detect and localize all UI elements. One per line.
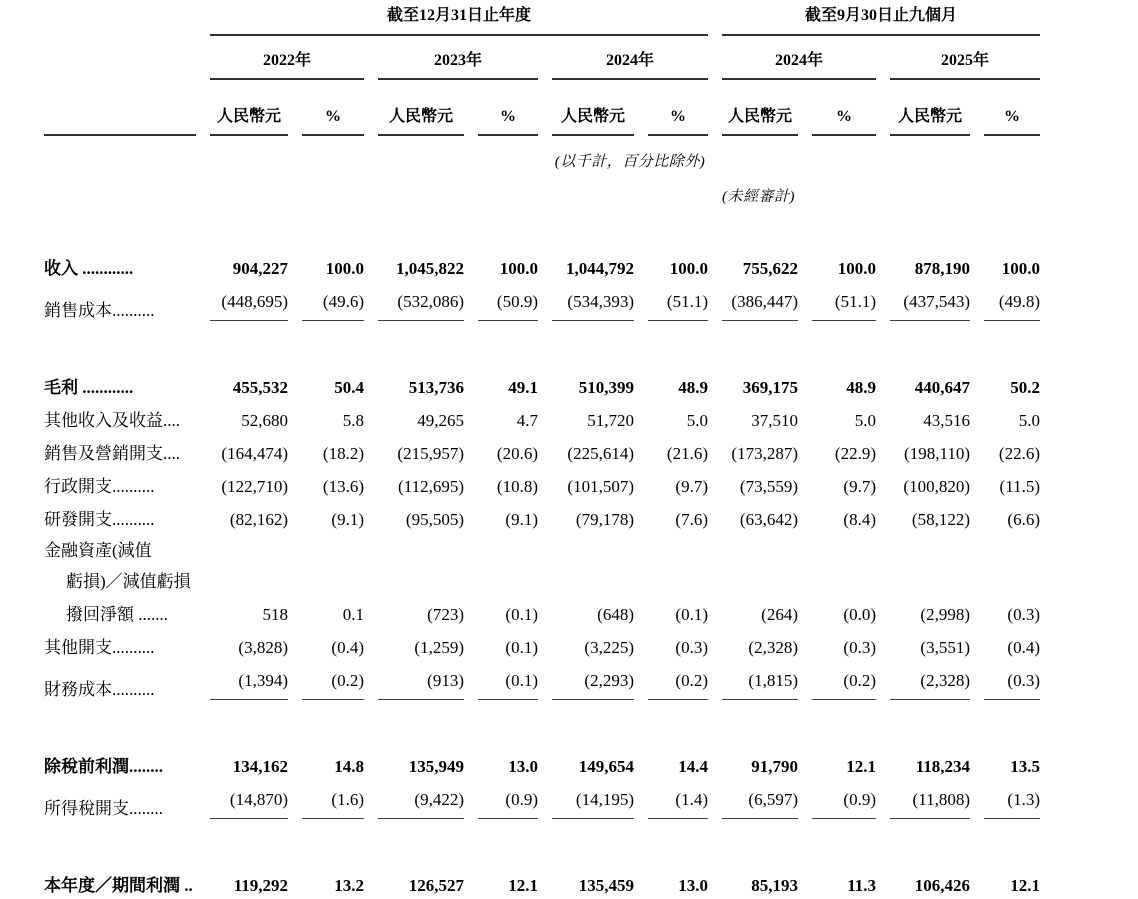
year-ended-dec31-label: 截至12月31日止年度	[210, 6, 708, 36]
profit-for-the-year-period-value-8: 106,426	[914, 875, 970, 895]
profit-before-tax-value-1: 14.8	[334, 756, 364, 776]
administrative-expenses-value-5: (9.7)	[675, 476, 708, 496]
administrative-expenses-value-0: (122,710)	[221, 476, 288, 496]
impairment-reversal-net-value-8: (2,998)	[920, 604, 970, 624]
profit-for-the-year-period-row	[44, 863, 1040, 896]
selling-and-marketing-expenses-value-1: (18.2)	[322, 443, 364, 463]
notes-body	[44, 136, 1040, 246]
impairment-label-line1-value-2	[378, 530, 464, 561]
other-income-and-gains-value-9: 5.0	[1018, 410, 1040, 430]
other-expenses-value-5: (0.3)	[675, 637, 708, 657]
year-2022-label: 2022年	[210, 51, 364, 80]
impairment-label-line1-value-3	[478, 530, 538, 561]
income-tax-expense-value-7: (0.9)	[812, 777, 876, 819]
table-body	[44, 246, 1040, 896]
gross-profit-value-3: 49.1	[508, 377, 538, 397]
administrative-expenses-value-7: (9.7)	[843, 476, 876, 496]
other-income-and-gains-value-1: 5.8	[342, 410, 364, 430]
note-spacer	[890, 171, 970, 206]
cost-of-sales-value-5: (51.1)	[648, 279, 708, 321]
impairment-label-line1-row	[44, 530, 1040, 561]
pct-header-2023: %	[478, 80, 538, 136]
cost-of-sales-value-9: (49.8)	[984, 279, 1040, 321]
impairment-label-line1-value-8	[890, 530, 970, 561]
year-2022-header	[210, 36, 364, 80]
thousands-note-row	[44, 136, 1040, 171]
income-tax-expense-value-2: (9,422)	[378, 777, 464, 819]
rmb-header-2024-9m: 人民幣元	[722, 80, 798, 136]
note-spacer	[210, 136, 288, 171]
impairment-reversal-net-value-3: (0.1)	[505, 604, 538, 624]
nine-months-ended-sep30-label: 截至9月30日止九個月	[722, 6, 1040, 36]
gross-profit-value-9: 50.2	[1010, 377, 1040, 397]
selling-and-marketing-expenses-value-6: (173,287)	[731, 443, 798, 463]
rd-expenses-value-1: (9.1)	[331, 509, 364, 529]
other-income-and-gains-value-8: 43,516	[923, 410, 970, 430]
rmb-header-2022: 人民幣元	[210, 80, 288, 136]
income-tax-expense-value-0: (14,870)	[210, 777, 288, 819]
selling-and-marketing-expenses-value-7: (22.9)	[834, 443, 876, 463]
rd-expenses-row	[44, 497, 1040, 530]
profit-for-the-year-period-value-7: 11.3	[847, 875, 876, 895]
impairment-reversal-net-value-5: (0.1)	[675, 604, 708, 624]
impairment-reversal-net-value-6: (264)	[761, 604, 798, 624]
other-expenses-value-6: (2,328)	[748, 637, 798, 657]
impairment-reversal-net-label: 撥回淨額 .......	[66, 604, 168, 624]
profit-for-the-year-period-label: 本年度／期間利潤 ..	[44, 875, 193, 895]
impairment-label-line2-row	[44, 561, 1040, 592]
impairment-label-line1-value-6	[722, 530, 798, 561]
profit-for-the-year-period-value-6: 85,193	[751, 875, 798, 895]
cost-of-sales-value-4: (534,393)	[552, 279, 634, 321]
finance-costs-value-5: (0.2)	[648, 658, 708, 700]
other-expenses-value-8: (3,551)	[920, 637, 970, 657]
gross-profit-value-4: 510,399	[578, 377, 634, 397]
financial-summary-table	[30, 4, 1054, 896]
impairment-reversal-net-value-7: (0.0)	[843, 604, 876, 624]
year-2025-header	[890, 36, 1040, 80]
other-income-and-gains-value-5: 5.0	[686, 410, 708, 430]
gross-profit-value-7: 48.9	[846, 377, 876, 397]
income-tax-expense-value-4: (14,195)	[552, 777, 634, 819]
administrative-expenses-value-2: (112,695)	[398, 476, 464, 496]
revenue-value-6: 755,622	[742, 258, 798, 278]
profit-before-tax-label: 除稅前利潤........	[44, 756, 163, 776]
other-income-and-gains-value-7: 5.0	[854, 410, 876, 430]
rd-expenses-value-7: (8.4)	[843, 509, 876, 529]
impairment-reversal-net-row	[44, 592, 1040, 625]
year-2023-header	[378, 36, 538, 80]
revenue-value-2: 1,045,822	[396, 258, 464, 278]
cost-of-sales-value-7: (51.1)	[812, 279, 876, 321]
gross-profit-row	[44, 365, 1040, 398]
pct-header-2024-9m: %	[812, 80, 876, 136]
finance-costs-label: 財務成本..........	[44, 679, 155, 699]
selling-and-marketing-expenses-value-4: (225,614)	[567, 443, 634, 463]
impairment-reversal-net-value-2: (723)	[427, 604, 464, 624]
finance-costs-value-6: (1,815)	[722, 658, 798, 700]
rmb-header-2023: 人民幣元	[378, 80, 464, 136]
note-spacer	[302, 171, 364, 206]
other-expenses-value-9: (0.4)	[1007, 637, 1040, 657]
gross-profit-value-1: 50.4	[334, 377, 364, 397]
impairment-reversal-net-value-1: 0.1	[342, 604, 364, 624]
impairment-label-line2-value-0	[210, 561, 288, 592]
unaudited-note-row	[44, 171, 1040, 206]
profit-before-tax-value-8: 118,234	[915, 756, 970, 776]
selling-and-marketing-expenses-row	[44, 431, 1040, 464]
note-spacer	[378, 136, 464, 171]
cost-of-sales-value-6: (386,447)	[722, 279, 798, 321]
spacer-cell	[44, 819, 1040, 863]
revenue-value-9: 100.0	[1001, 258, 1040, 278]
gap-2-row	[44, 700, 1040, 744]
gross-profit-value-2: 513,736	[408, 377, 464, 397]
profit-for-the-year-period-value-9: 12.1	[1010, 875, 1040, 895]
administrative-expenses-row	[44, 464, 1040, 497]
other-expenses-value-7: (0.3)	[843, 637, 876, 657]
rd-expenses-value-4: (79,178)	[575, 509, 634, 529]
administrative-expenses-label: 行政開支..........	[44, 476, 155, 496]
impairment-label-line2-value-9	[984, 561, 1040, 592]
other-income-and-gains-value-0: 52,680	[241, 410, 288, 430]
note-spacer	[812, 136, 876, 171]
profit-before-tax-value-5: 14.4	[678, 756, 708, 776]
cost-of-sales-label: 銷售成本..........	[44, 300, 155, 320]
other-expenses-value-1: (0.4)	[331, 637, 364, 657]
revenue-value-3: 100.0	[499, 258, 538, 278]
revenue-value-1: 100.0	[325, 258, 364, 278]
impairment-reversal-net-value-9: (0.3)	[1007, 604, 1040, 624]
year-ended-dec31-group-header	[210, 4, 708, 36]
other-expenses-value-3: (0.1)	[505, 637, 538, 657]
selling-and-marketing-expenses-value-3: (20.6)	[496, 443, 538, 463]
note-spacer	[210, 171, 288, 206]
header-spacer	[44, 36, 196, 80]
other-expenses-value-0: (3,828)	[238, 637, 288, 657]
note-spacer	[722, 136, 798, 171]
other-expenses-value-2: (1,259)	[414, 637, 464, 657]
selling-and-marketing-expenses-value-5: (21.6)	[666, 443, 708, 463]
administrative-expenses-value-9: (11.5)	[999, 476, 1040, 496]
profit-before-tax-value-7: 12.1	[846, 756, 876, 776]
impairment-label-line2-value-8	[890, 561, 970, 592]
nine-months-ended-sep30-group-header	[722, 4, 1040, 36]
other-expenses-label: 其他開支..........	[44, 637, 155, 657]
note-spacer	[44, 171, 196, 206]
finance-costs-row	[44, 658, 1040, 700]
administrative-expenses-value-4: (101,507)	[567, 476, 634, 496]
year-2024-9m-label: 2024年	[722, 51, 876, 80]
year-2024-label: 2024年	[552, 51, 708, 80]
rd-expenses-value-0: (82,162)	[229, 509, 288, 529]
note-spacer	[478, 171, 538, 206]
finance-costs-value-1: (0.2)	[302, 658, 364, 700]
other-income-and-gains-value-4: 51,720	[587, 410, 634, 430]
other-income-and-gains-row	[44, 398, 1040, 431]
rmb-header-2025: 人民幣元	[890, 80, 970, 136]
profit-before-tax-value-0: 134,162	[232, 756, 288, 776]
profit-before-tax-value-6: 91,790	[751, 756, 798, 776]
impairment-label-line1-value-4	[552, 530, 634, 561]
income-tax-expense-label: 所得稅開支........	[44, 798, 163, 818]
period-group-header-row	[44, 4, 1040, 36]
unaudited-note: (未經審計)	[722, 189, 795, 205]
revenue-value-8: 878,190	[914, 258, 970, 278]
gross-profit-label: 毛利 ............	[44, 377, 134, 397]
note-spacer	[552, 171, 634, 206]
finance-costs-value-3: (0.1)	[478, 658, 538, 700]
impairment-label-line1-value-1	[302, 530, 364, 561]
profit-before-tax-value-2: 135,949	[408, 756, 464, 776]
profit-for-the-year-period-value-0: 119,292	[233, 875, 288, 895]
note-spacer	[44, 136, 196, 171]
income-tax-expense-value-9: (1.3)	[984, 777, 1040, 819]
impairment-label-line2-value-2	[378, 561, 464, 592]
rmb-header-2024: 人民幣元	[552, 80, 634, 136]
profit-before-tax-row	[44, 744, 1040, 777]
revenue-value-4: 1,044,792	[566, 258, 634, 278]
year-header-row	[44, 36, 1040, 80]
other-income-and-gains-label: 其他收入及收益....	[44, 410, 180, 430]
cost-of-sales-value-8: (437,543)	[890, 279, 970, 321]
impairment-label-line1-label: 金融資產(減值	[44, 540, 152, 560]
pct-header-2025: %	[984, 80, 1040, 136]
pct-header-2024: %	[648, 80, 708, 136]
note-spacer	[478, 136, 538, 171]
profit-for-the-year-period-value-2: 126,527	[408, 875, 464, 895]
gross-profit-value-5: 48.9	[678, 377, 708, 397]
impairment-label-line2-value-3	[478, 561, 538, 592]
gap-cell	[44, 206, 1040, 246]
other-income-and-gains-value-6: 37,510	[751, 410, 798, 430]
header-body-gap	[44, 206, 1040, 246]
administrative-expenses-value-8: (100,820)	[903, 476, 970, 496]
administrative-expenses-value-3: (10.8)	[496, 476, 538, 496]
cost-of-sales-value-2: (532,086)	[378, 279, 464, 321]
rd-expenses-value-5: (7.6)	[675, 509, 708, 529]
revenue-value-0: 904,227	[232, 258, 288, 278]
finance-costs-value-4: (2,293)	[552, 658, 634, 700]
finance-costs-value-9: (0.3)	[984, 658, 1040, 700]
gross-profit-value-8: 440,647	[914, 377, 970, 397]
rd-expenses-value-6: (63,642)	[739, 509, 798, 529]
profit-before-tax-value-4: 149,654	[578, 756, 634, 776]
note-spacer	[890, 136, 970, 171]
gross-profit-value-0: 455,532	[232, 377, 288, 397]
cost-of-sales-value-3: (50.9)	[478, 279, 538, 321]
year-2024-9m-header	[722, 36, 876, 80]
income-tax-expense-value-5: (1.4)	[648, 777, 708, 819]
other-income-and-gains-value-3: 4.7	[516, 410, 538, 430]
income-tax-expense-row	[44, 777, 1040, 819]
note-spacer	[984, 136, 1040, 171]
impairment-label-line1-value-0	[210, 530, 288, 561]
other-expenses-value-4: (3,225)	[584, 637, 634, 657]
gap-3-row	[44, 819, 1040, 863]
impairment-reversal-net-value-4: (648)	[597, 604, 634, 624]
rd-expenses-value-2: (95,505)	[405, 509, 464, 529]
income-tax-expense-value-6: (6,597)	[722, 777, 798, 819]
income-tax-expense-value-1: (1.6)	[302, 777, 364, 819]
impairment-label-line2-value-5	[648, 561, 708, 592]
gross-profit-value-6: 369,175	[742, 377, 798, 397]
impairment-label-line2-value-4	[552, 561, 634, 592]
selling-and-marketing-expenses-value-0: (164,474)	[221, 443, 288, 463]
revenue-value-7: 100.0	[837, 258, 876, 278]
impairment-label-line1-value-7	[812, 530, 876, 561]
profit-before-tax-value-9: 13.5	[1010, 756, 1040, 776]
year-2025-label: 2025年	[890, 51, 1040, 80]
thousands-note: (以千計，百分比除外)	[554, 154, 706, 170]
impairment-label-line2-label: 虧損)／減值虧損	[66, 571, 191, 591]
income-tax-expense-value-3: (0.9)	[478, 777, 538, 819]
profit-before-tax-value-3: 13.0	[508, 756, 538, 776]
header-spacer	[44, 80, 196, 136]
cost-of-sales-value-1: (49.6)	[302, 279, 364, 321]
note-spacer	[984, 171, 1040, 206]
gap-1-row	[44, 321, 1040, 365]
profit-for-the-year-period-value-4: 135,459	[578, 875, 634, 895]
other-income-and-gains-value-2: 49,265	[417, 410, 464, 430]
cost-of-sales-row	[44, 279, 1040, 321]
impairment-label-line1-value-9	[984, 530, 1040, 561]
note-spacer	[648, 171, 708, 206]
unit-header-row	[44, 80, 1040, 136]
income-tax-expense-value-8: (11,808)	[890, 777, 970, 819]
selling-and-marketing-expenses-label: 銷售及營銷開支....	[44, 443, 180, 463]
rd-expenses-value-3: (9.1)	[505, 509, 538, 529]
other-expenses-row	[44, 625, 1040, 658]
impairment-label-line2-value-1	[302, 561, 364, 592]
impairment-label-line2-value-6	[722, 561, 798, 592]
rd-expenses-label: 研發開支..........	[44, 509, 155, 529]
spacer-cell	[44, 321, 1040, 365]
selling-and-marketing-expenses-value-8: (198,110)	[904, 443, 970, 463]
cost-of-sales-value-0: (448,695)	[210, 279, 288, 321]
impairment-reversal-net-value-0: 518	[262, 604, 288, 624]
finance-costs-value-7: (0.2)	[812, 658, 876, 700]
revenue-row	[44, 246, 1040, 279]
header-spacer	[44, 4, 196, 36]
selling-and-marketing-expenses-value-9: (22.6)	[998, 443, 1040, 463]
impairment-label-line1-value-5	[648, 530, 708, 561]
profit-for-the-year-period-value-1: 13.2	[334, 875, 364, 895]
year-2024-header	[552, 36, 708, 80]
profit-for-the-year-period-value-3: 12.1	[508, 875, 538, 895]
year-2023-label: 2023年	[378, 51, 538, 80]
impairment-label-line2-value-7	[812, 561, 876, 592]
rd-expenses-value-8: (58,122)	[911, 509, 970, 529]
spacer-cell	[44, 700, 1040, 744]
finance-costs-value-2: (913)	[378, 658, 464, 700]
administrative-expenses-value-6: (73,559)	[739, 476, 798, 496]
administrative-expenses-value-1: (13.6)	[322, 476, 364, 496]
pct-header-2022: %	[302, 80, 364, 136]
finance-costs-value-0: (1,394)	[210, 658, 288, 700]
revenue-value-5: 100.0	[669, 258, 708, 278]
profit-for-the-year-period-value-5: 13.0	[678, 875, 708, 895]
note-spacer	[302, 136, 364, 171]
finance-costs-value-8: (2,328)	[890, 658, 970, 700]
revenue-label: 收入 ............	[44, 258, 134, 278]
rd-expenses-value-9: (6.6)	[1007, 509, 1040, 529]
note-spacer	[378, 171, 464, 206]
selling-and-marketing-expenses-value-2: (215,957)	[397, 443, 464, 463]
